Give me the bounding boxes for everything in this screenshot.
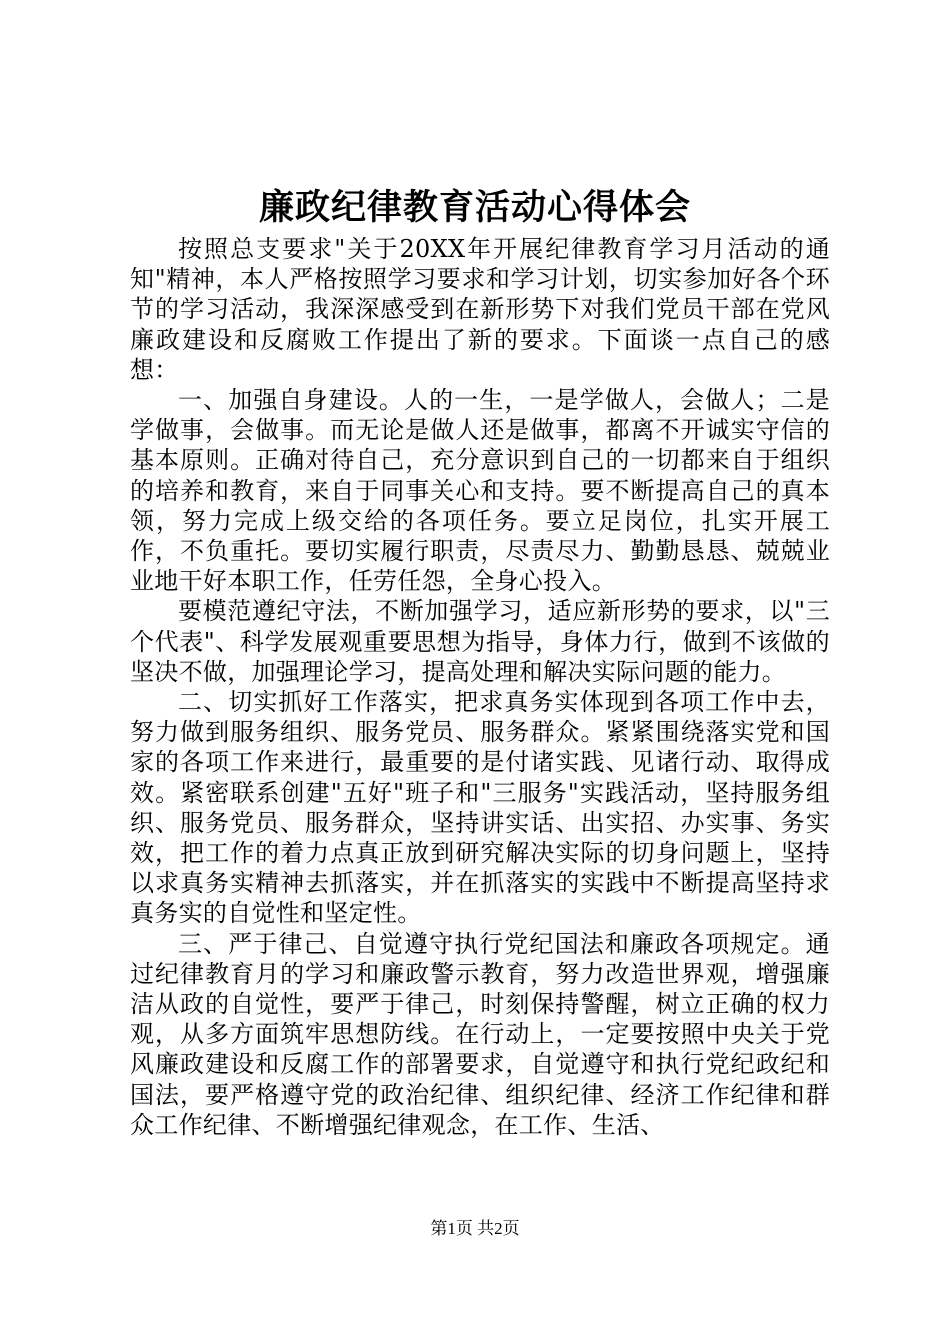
document-title: 廉政纪律教育活动心得体会 [258,187,691,228]
discipline-paragraph: 要模范遵纪守法，不断加强学习，适应新形势的要求，以"三个代表"、科学发展观重要思想为指导，身体力行，做到不该做的坚决不做，加强理论学习，提高处理和解决实际问题的能力。 [130,597,830,686]
section-two-paragraph: 二、切实抓好工作落实，把求真务实体现到各项工作中去，努力做到服务组织、服务党员、服务群众。紧紧围绕落实党和国家的各项工作来进行，最重要的是付诸实践、见诸行动、取得成效。紧密联系创建"五好"班子和"三服务"实践活动，坚持服务组织、服务党员、服务群众，坚持讲实话、出实招、办实事、务实效，把工作的着力点真正放到研究解决实际的切身问题上，坚持以求真务实精神去抓落实，并在抓落实的实践中不断提高坚持求真务实的自觉性和坚定性。 [130,688,830,928]
section-one-paragraph: 一、加强自身建设。人的一生，一是学做人，会做人；二是学做事，会做事。而无论是做人还是做事，都离不开诚实守信的基本原则。正确对待自己，充分意识到自己的一切都来自于组织的培养和教育，来自于同事关心和支持。要不断提高自己的真本领，努力完成上级交给的各项任务。要立足岗位，扎实开展工作，不负重托。要切实履行职责，尽责尽力、勤勤恳恳、兢兢业业地干好本职工作，任劳任怨，全身心投入。 [130,386,830,596]
intro-paragraph: 按照总支要求"关于20XX年开展纪律教育学习月活动的通知"精神，本人严格按照学习要求和学习计划，切实参加好各个环节的学习活动，我深深感受到在新形势下对我们党员干部在党风廉政建设和反腐败工作提出了新的要求。下面谈一点自己的感想： [130,235,830,384]
section-three-paragraph: 三、严于律己、自觉遵守执行党纪国法和廉政各项规定。通过纪律教育月的学习和廉政警示教育，努力改造世界观，增强廉洁从政的自觉性，要严于律己，时刻保持警醒，树立正确的权力观，从多方面筑牢思想防线。在行动上，一定要按照中央关于党风廉政建设和反腐工作的部署要求，自觉遵守和执行党纪政纪和国法，要严格遵守党的政治纪律、组织纪律、经济工作纪律和群众工作纪律、不断增强纪律观念，在工作、生活、 [130,929,830,1139]
page-number-footer: 第1页 共2页 [430,1219,520,1238]
document-body [130,234,830,1140]
